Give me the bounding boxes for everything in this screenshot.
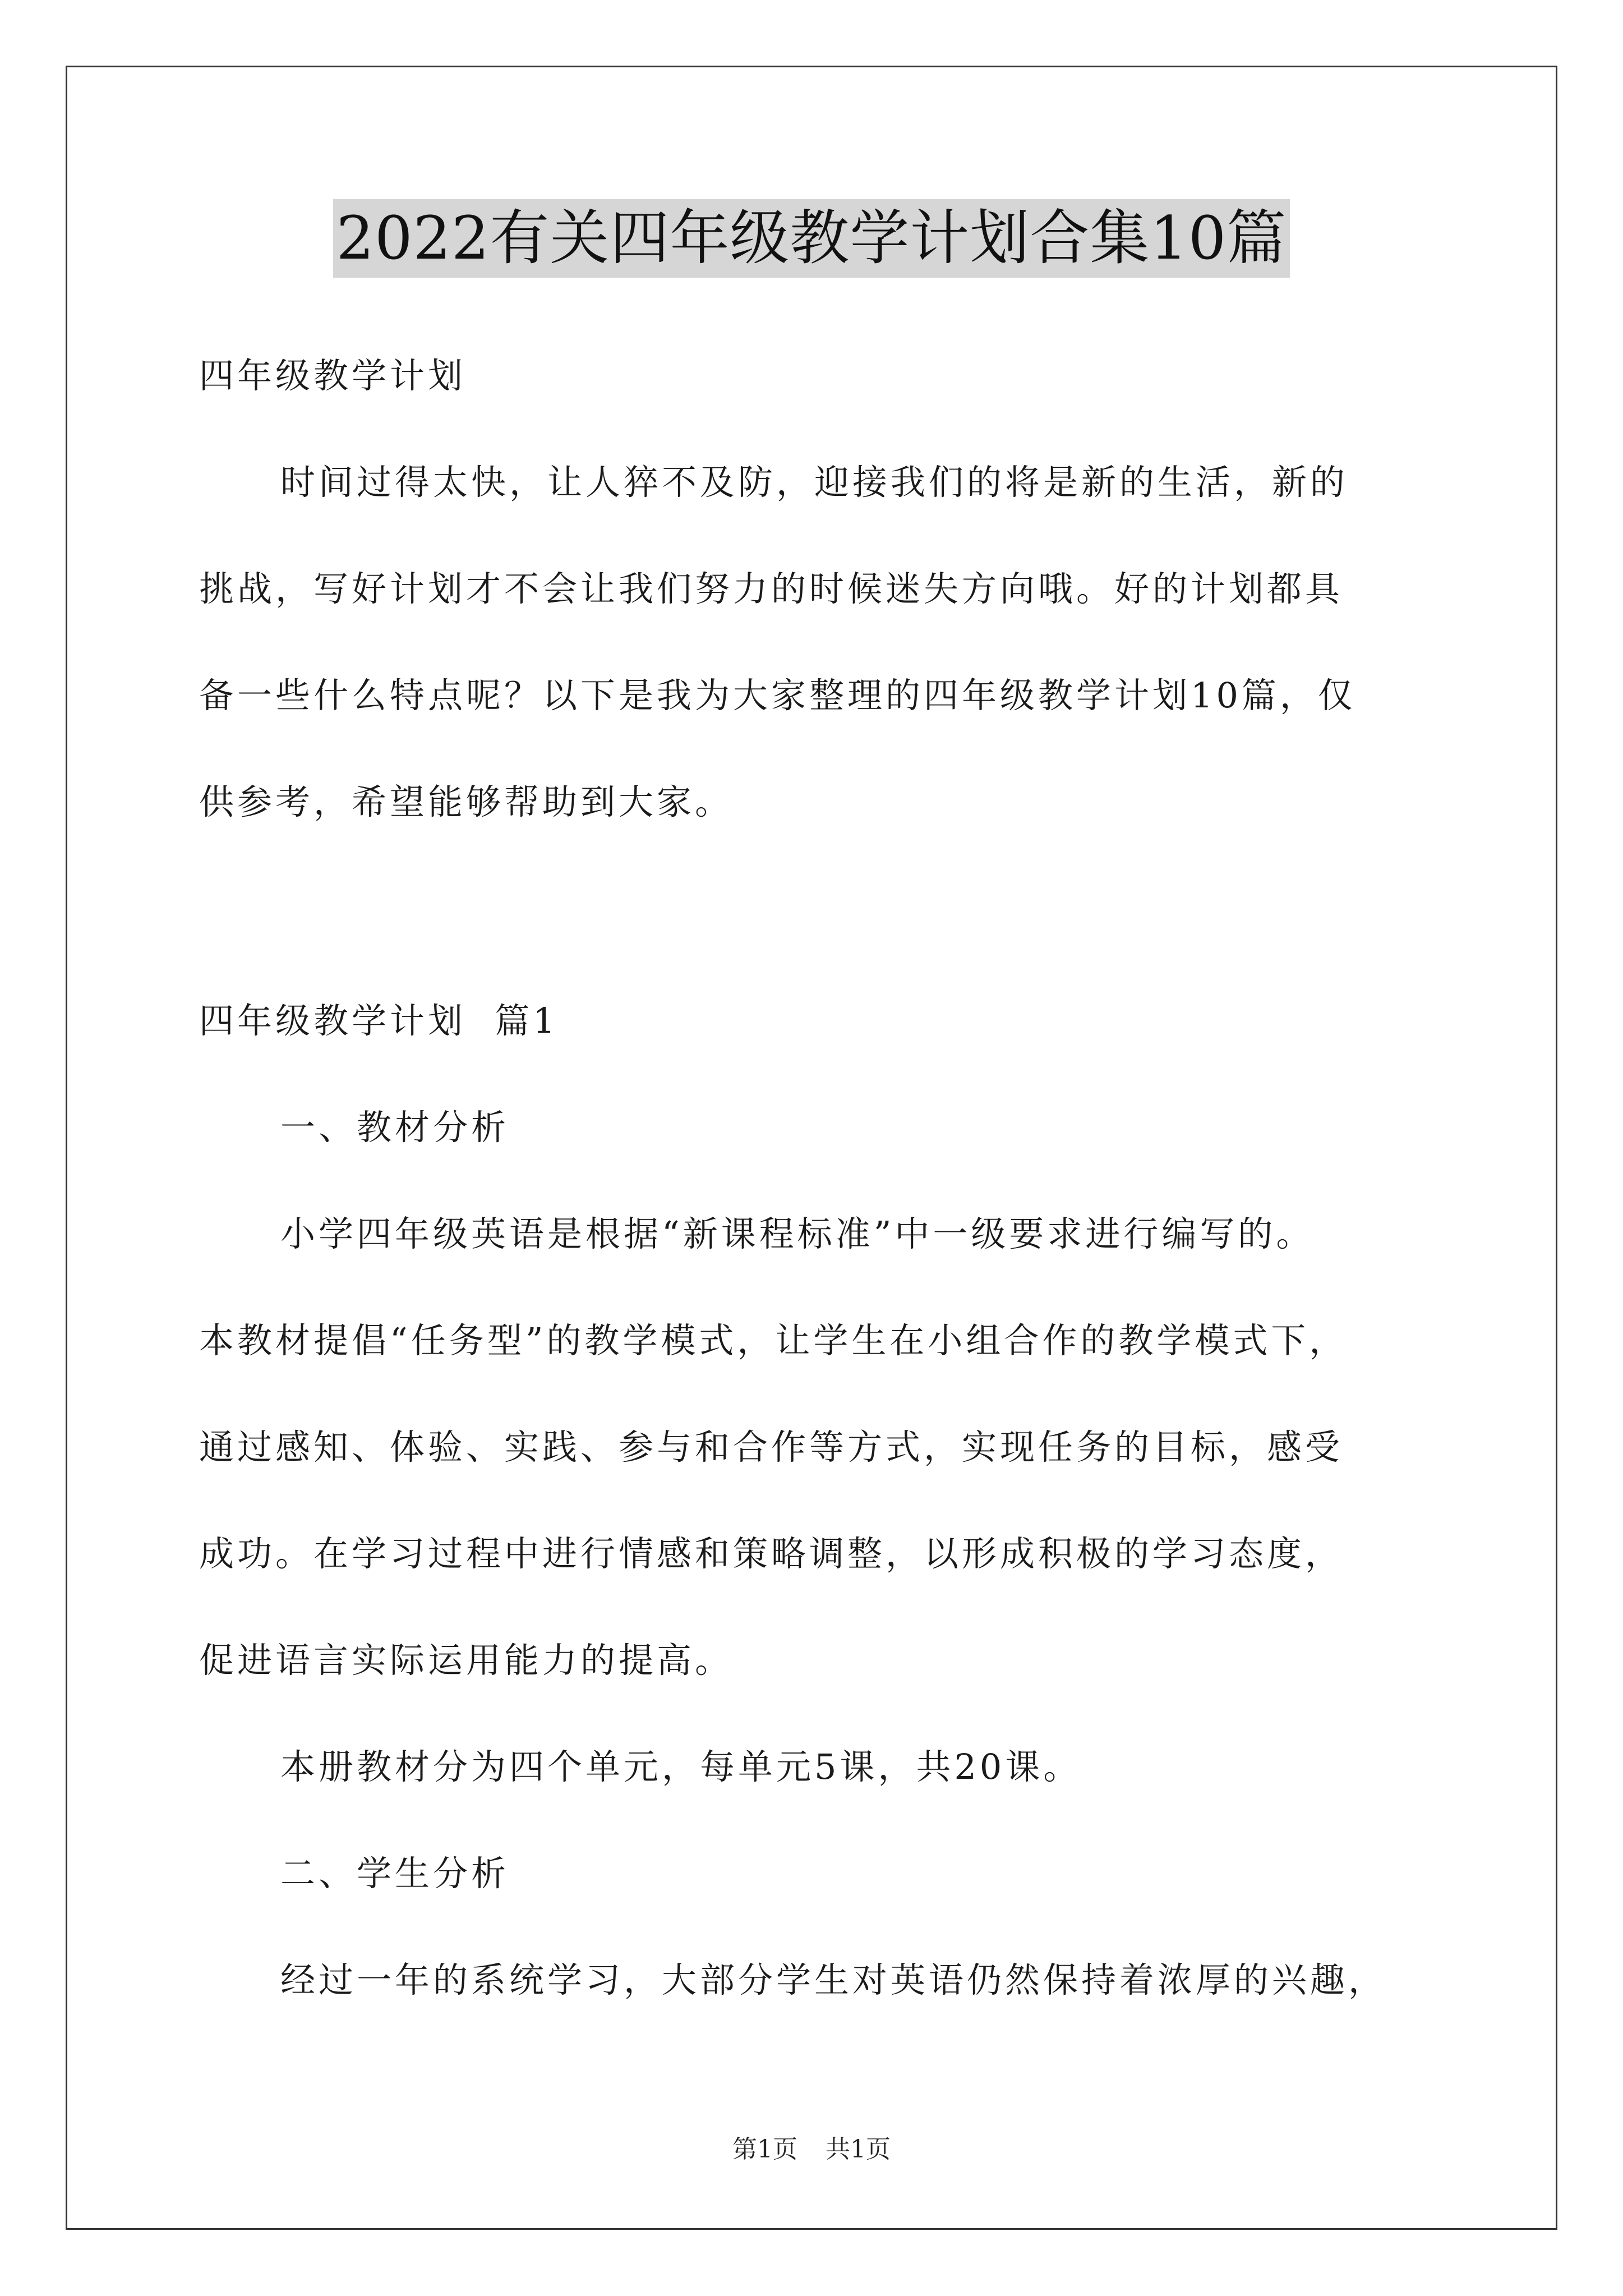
analysis-paragraph [199, 1181, 1433, 1714]
document-title: 2022有关四年级教学计划合集10篇 [333, 199, 1290, 278]
intro-line: 挑战，写好计划才不会让我们努力的时候迷失方向哦。好的计划都具 [199, 568, 1344, 609]
intro-line: 供参考，希望能够帮助到大家。 [199, 781, 734, 822]
page-footer [0, 2129, 1623, 2165]
section-heading: 四年级教学计划 篇1 [199, 1000, 559, 1041]
intro-line: 时间过得太快，让人猝不及防，迎接我们的将是新的生活，新的 [280, 462, 1349, 503]
subheading-student-analysis: 二、学生分析 [280, 1853, 510, 1894]
intro-line: 备一些什么特点呢？以下是我为大家整理的四年级教学计划10篇，仅 [199, 675, 1356, 716]
title-container [0, 199, 1623, 278]
analysis-line: 小学四年级英语是根据“新课程标准”中一级要求进行编写的。 [280, 1213, 1315, 1254]
page-number: 第1页 [732, 2135, 797, 2164]
subheading-textbook-analysis: 一、教材分析 [280, 1107, 510, 1148]
analysis-line: 促进语言实际运用能力的提高。 [199, 1640, 734, 1681]
page-total: 共1页 [826, 2135, 891, 2164]
analysis-line: 成功。在学习过程中进行情感和策略调整，以形成积极的学习态度， [199, 1533, 1344, 1574]
student-paragraph: 经过一年的系统学习，大部分学生对英语仍然保持着浓厚的兴趣， [280, 1959, 1387, 2000]
intro-heading: 四年级教学计划 [199, 355, 467, 396]
analysis-line: 本教材提倡“任务型”的教学模式，让学生在小组合作的教学模式下， [199, 1320, 1348, 1361]
analysis-line: 通过感知、体验、实践、参与和合作等方式，实现任务的目标，感受 [199, 1427, 1344, 1467]
units-paragraph: 本册教材分为四个单元，每单元5课，共20课。 [280, 1746, 1082, 1787]
intro-paragraph [199, 429, 1433, 855]
